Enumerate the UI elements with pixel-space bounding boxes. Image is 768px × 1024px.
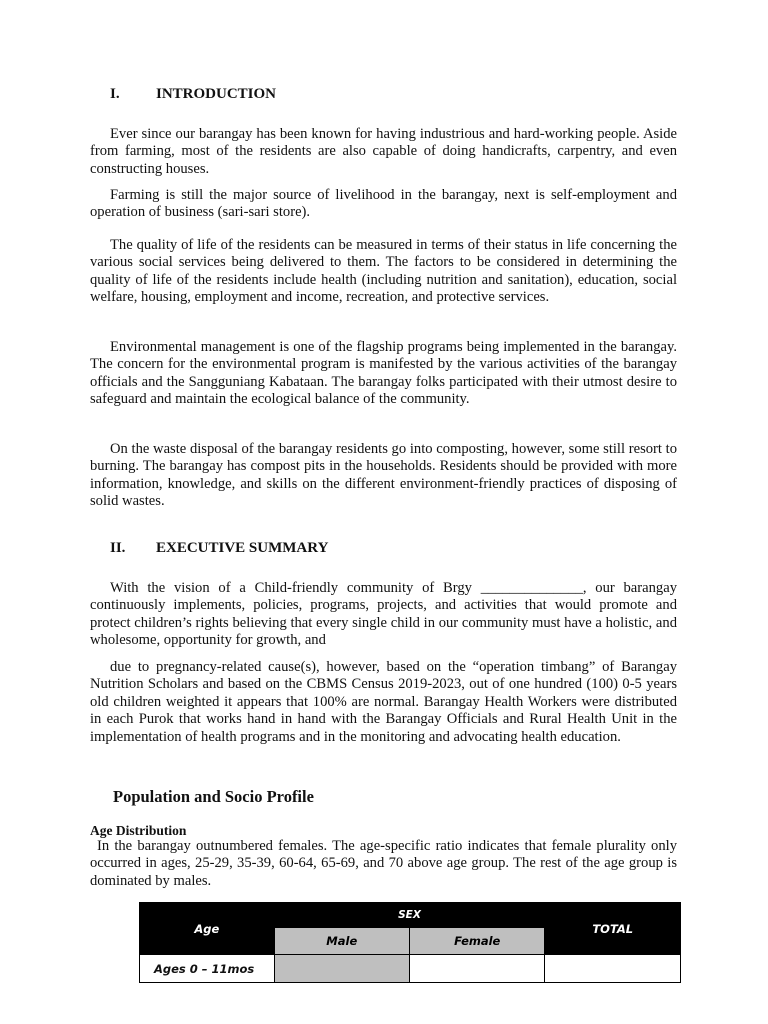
summary-paragraph-1: With the vision of a Child-friendly community of Brgy ______________, our barangay continuously implements, policies, programs, projects, and activities that would promote and protect children’s rights believing that every single child in our community must have a holistic, and wholesome, opportunity for growth, and (90, 580, 677, 649)
section-title: INTRODUCTION (156, 86, 277, 102)
age-header: Age (140, 903, 275, 955)
profile-title: Population and Socio Profile (113, 787, 314, 806)
female-cell (409, 955, 545, 983)
sex-header: SEX (274, 903, 545, 928)
intro-paragraph-3: The quality of life of the residents can be measured in terms of their status in life concerning the various social services being delivered to them. The factors to be considered in determining the quality of life of the residents include health (including nutrition and sanitation), education, social welfare, housing, employment and income, recreation, and protective services. (90, 237, 677, 306)
intro-paragraph-1: Ever since our barangay has been known for having industrious and hard-working people. Aside from farming, most of the residents are also capable of doing handicrafts, carpentry, and even constructing houses. (90, 126, 677, 177)
table-row (140, 955, 681, 983)
section-number: II. (110, 540, 126, 556)
age-distribution-text: In the barangay outnumbered females. The age-specific ratio indicates that female plurality only occurred in ages, 25-29, 35-39, 60-64, 65-69, and 70 above age group. The rest of the age group is dominated by males. (90, 838, 677, 889)
summary-paragraph-2: due to pregnancy-related cause(s), however, based on the “operation timbang” of Barangay Nutrition Scholars and based on the CBMS Census 2019-2023, out of one hundred (100) 0-5 years old children weighted it appears that 100% are normal. Barangay Health Workers were distributed in each Purok that works hand in hand with the Barangay Officials and Rural Health Unit in the implementation of health programs and in the monitoring and advocating health education. (90, 659, 677, 745)
male-cell (274, 955, 409, 983)
total-cell (545, 955, 681, 983)
section-heading-introduction (110, 86, 276, 103)
male-header: Male (274, 928, 409, 955)
age-sex-table (139, 902, 681, 983)
section-number: I. (110, 86, 120, 102)
section-heading-executive-summary (110, 540, 328, 557)
total-header: TOTAL (545, 903, 681, 955)
intro-paragraph-5: On the waste disposal of the barangay residents go into composting, however, some still resort to burning. The barangay has compost pits in the households. Residents should be provided with more information, knowledge, and skills on the different environment-friendly practices of disposing of solid wastes. (90, 441, 677, 510)
intro-paragraph-4: Environmental management is one of the flagship programs being implemented in the barangay. The concern for the environmental program is manifested by the various activities of the barangay officials and the Sangguniang Kabataan. The barangay folks participated with their utmost desire to safeguard and maintain the ecological balance of the community. (90, 339, 677, 408)
age-distribution-heading: Age Distribution (90, 823, 187, 838)
section-title: EXECUTIVE SUMMARY (156, 540, 329, 556)
intro-paragraph-2: Farming is still the major source of livelihood in the barangay, next is self-employment and operation of business (sari-sari store). (90, 187, 677, 221)
row-age-label: Ages 0 – 11mos (140, 955, 275, 983)
female-header: Female (409, 928, 545, 955)
